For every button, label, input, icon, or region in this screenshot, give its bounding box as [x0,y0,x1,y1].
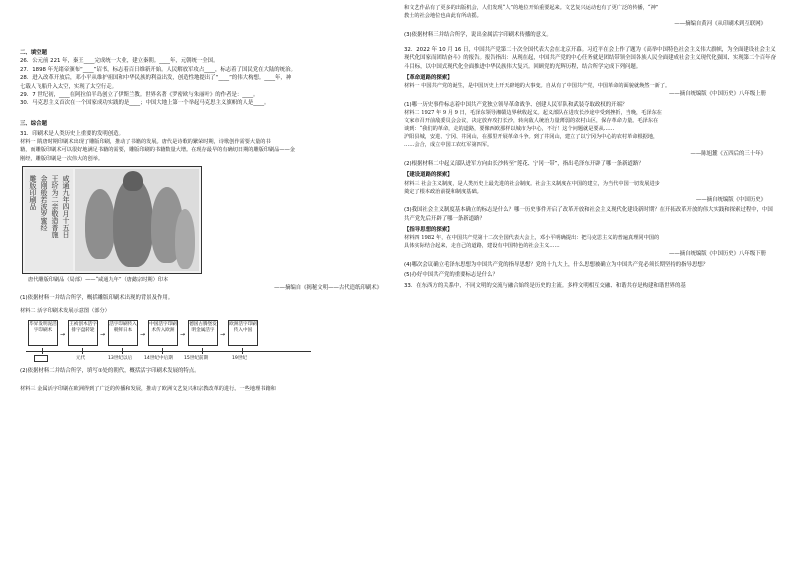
timeline-label: 19世纪 [232,356,248,362]
material4-right-2: 具体实际结合起来，走自己的道路，建设有中国特色的社会主义…… [404,243,560,250]
fill-item-28-cont: 七载人飞船升入太空，实现了太空行走。 [20,83,118,90]
timeline-label: 元代 [76,356,86,362]
question-33: 33．在东西方的关系中，不同文明的交流与融合始终是历史的主流。多样文明相互交融、和谐共存是构建和谐世界的基 [404,282,686,289]
section-tag-construction: 【建设道路的探索】 [404,172,453,179]
material2-title: 材料二 活字印刷术发展示意图（部分） [20,308,110,315]
material3-line1: 材料三 金属活字印刷在欧洲得到了广泛的传播和发展，推动了欧洲文艺复兴和宗教改革的进行。一些地理书籍和 [20,385,276,392]
flow-box: 欧洲活字印刷传入中国 [228,320,258,346]
arrow-icon: → [220,331,226,339]
arrow-icon: → [140,331,146,339]
material4-right-1: 材料四 1982 年，在中国共产党第十二次全国代表大会上，邓小平明确提出：把马克思主义的普遍真理同中国的 [404,235,660,242]
fill-item-26: 26．公元前 221 年，秦王____完成统一大业，建立秦朝。____年，元朝统一全国。 [20,58,219,65]
right-sub-question-5: (5)办好中国共产党的重要标志是什么？ [404,272,498,279]
source-citation-1: ——摘编自《揭秘文明——古代造纸印刷术》 [274,284,382,291]
fill-item-28: 28．进入改革开放后，邓小平从维护祖国和中华民族的利益出发，创造性地提出了“____”的伟大构想。____年，神 [20,75,292,82]
movable-type-flowchart [20,318,392,364]
source-citation-r5: ——摘自统编版《中国历史》八年级下册 [668,251,766,258]
material1-line1: 材料一 隋唐时期印刷术出现了雕版印刷，推动了书籍的发展。唐代是诗歌的繁荣时期，诗歌创作需要大量的书 [20,139,271,146]
blank-box [34,355,48,362]
material2-right-2: 文家市召开前敌委员会会议，决定放弃攻打长沙，转向敌人统治力量薄弱的农村山区，保存革命力量。毛泽东在 [404,118,659,125]
material1-line3: 刚经，雕版印刷是一次伟大的创举。 [20,155,104,162]
image-caption: 唐代雕版印刷品（局部）——“咸通九年”（唐懿宗时期）印本 [28,276,169,283]
timeline-label [34,355,48,363]
flow-box: 中国活字印刷术传入欧洲 [148,320,178,346]
calligraphy-col: 咸通九年四月十五日 [62,174,70,238]
material3-cont-2: 教士的社会地位也由此有所动摇。 [404,13,482,20]
calligraphy-col: 金刚般若波罗蜜经 [40,174,48,231]
sub-question-1: (1)依据材料一并结合所学，概括雕版印刷术出现的背景及作用。 [20,295,174,301]
source-citation-r3: ——陈旭麓《五四后的三十年》 [690,150,766,157]
source-citation-r2: ——摘自统编版《中国历史》八年级上册 [668,91,766,98]
right-sub-question-2: (2)根据材料二中起义部队进军方向由长沙转至“莲花、宁冈一带”，指出毛泽东开辟了哪一条新道路？ [404,160,644,167]
material3-right-1: 材料三 社会主义制度，是人类历史上最先进的社会制度。社会主义制度在中国的建立，为当代中国一切发展进步 [404,180,660,187]
section-tag-guiding-thought: 【指导思想的探索】 [404,226,453,233]
material2-right-4: 沪阳县城，安进、宁冈、井冈山，在那里开展革命斗争。到了井冈山，建立了以宁冈为中心的农村革命根据地， [404,134,659,141]
question-32: 32．2022 年 10 月 16 日，中国共产党第二十次全国代表大会在北京开幕。习近平在会上作了题为《高举中国特色社会主义伟大旗帜，为全面建设社会主义现代化国家而团结奋斗》的报告。报告指出：从现在起，中国共产党的中心任务就是团结带领全国各族人民全面建成社会主义现代化强国、实现第二个百年奋斗目标，以中国式现代化全面推进中华民族伟大复兴。回顾党的光辉历程，结合所学完成下列问题。 [404,46,776,70]
arrow-icon: → [60,331,66,339]
buddha-figures-illustration [75,169,199,271]
right-sub-question-4: (4)哪次会议确立毛泽东思想为中国共产党的指导思想？党的十九大上，什么思想被确立为中国共产党必须长期坚持的指导思想？ [404,261,709,268]
calligraphy-col: 雕版印刷品 [29,174,37,210]
timeline-axis [26,351,311,352]
question-31: 31．印刷术是人类历史上重要的发明创造。 [20,131,124,137]
calligraphy-col: 王玠为二亲敬造普施 [51,174,59,238]
material1-right: 材料一 中国共产党的诞生，是中国历史上开天辟地的大事变。自从有了中国共产党，中国革命的面貌就焕然一新了。 [404,83,671,90]
calligraphy-panel [25,169,73,271]
material3-cont-1: 和文艺作品有了更多的出版机会，人们发现“人”的地位开始重要起来。文艺复兴运动也有了更广泛的传播，“神” [404,5,659,11]
arrow-icon: → [180,331,186,339]
material2-right-5: ……会合，成立中国工农红军第四军。 [404,142,493,149]
material3-right-2: 奠定了根本政治前提和制度基础。 [404,188,482,195]
arrow-icon: → [100,331,106,339]
material1-line2: 籍，而雕版印刷术可以很好地满足书籍的需要，雕版印刷的书籍数量大增。在现存最早的有确切日期的雕版印刷品——金 [20,147,295,154]
woodblock-print-image [20,166,392,274]
source-citation-r4: ——摘自统编版《中国历史》 [695,196,766,203]
section-tag-revolution: 【革命道路的探索】 [404,75,453,81]
left-column [20,0,392,562]
top-spacer [20,0,392,46]
fill-item-30: 30．马克思主义首次在一个国家成功实践的是____；中国大地上第一个举起马克思主义旗帜的人是____。 [20,100,270,107]
fill-blank-title: 二、填空题 [20,50,47,56]
comprehensive-title: 三、综合题 [20,120,47,127]
flow-box: 王祯创木活字排字盘转轮 [68,320,98,346]
flow-box: 德国古腾堡发明金属活字 [188,320,218,346]
timeline-label: 14世纪中后期 [144,356,173,362]
sub-question-3: (3)依据材料三并结合所学，说出金属活字印刷术传播的意义。 [404,31,552,38]
flow-box: 毕昇发明泥活字印刷术 [28,320,58,346]
image-frame [22,166,202,274]
timeline-label: 15世纪前期 [184,356,209,362]
material2-right-1: 材料二 1927 年 9 月 9 日，毛泽东领导湘赣边界秋收起义。起义部队在进攻长沙途中受到挫折，当晚，毛泽东在 [404,110,662,117]
material2-right-3: 谈到：“我们的革命，走的道路，要像西欧那样以城市为中心，不行！这个问题就是要从…… [404,126,615,133]
right-sub-question-1: (1)哪一历史事件标志着中国共产党独立领导革命战争、创建人民军队和武装夺取政权的开端？ [404,101,628,108]
fill-item-29: 29．7 世纪初，____在阿拉伯半岛创立了伊斯兰教。世界名著《罗密欧与朱丽叶》的作者是：____。 [20,91,259,98]
fill-item-27: 27．1898 年光绪帝颁布“____”诏书，标志着百日维新开始。人民解放军攻占____，标志着了国民党在大陆的统治。 [20,66,296,73]
flow-box: 活字印刷传入朝鲜日本 [108,320,138,346]
right-column [404,0,776,562]
sub-question-2: (2)依据材料二并结合所学，填写①处的朝代，概括活字印刷术发展的特点。 [20,368,200,375]
timeline-label: 13世纪以后 [108,356,133,362]
source-citation-r1: ——摘编自黄河《从印刷术到互联网》 [674,21,766,28]
right-sub-question-3: (3)我国社会主义制度基本确立的标志是什么？哪一历史事件开启了改革开放和社会主义现代化建设新时期？在开拓改革开放的伟大实践和探索过程中，中国共产党先后开辟了哪一条新道路？ [404,207,773,222]
